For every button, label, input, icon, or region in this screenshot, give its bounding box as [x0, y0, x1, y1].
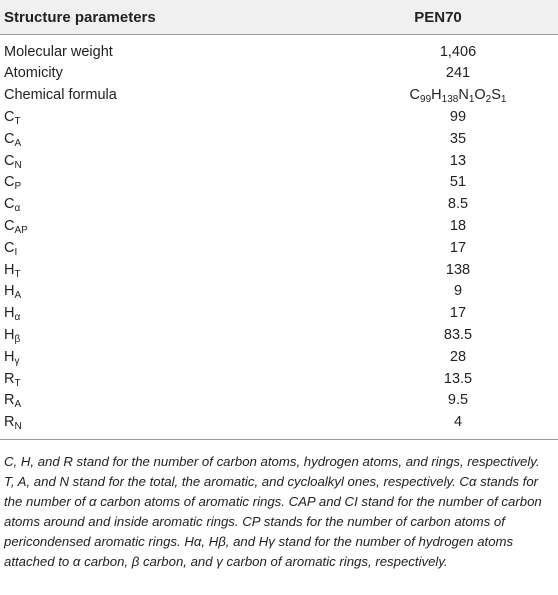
formula-element: O — [474, 87, 486, 104]
parameter-subscript: β — [14, 334, 21, 345]
table-row — [0, 194, 558, 216]
row-parameter — [0, 215, 318, 237]
row-value — [318, 172, 558, 194]
parameter-symbol: Chemical formula — [4, 87, 117, 104]
formula-element: H — [431, 87, 442, 104]
table-footnote: C, H, and R stand for the number of carbon atoms, hydrogen atoms, and rings, respectively. T, A, and N stand for the total, the aromatic, and cycloalkyl ones, respectively. Cα stands for the number of α carbon atoms of aromatic rings. CAP and CI stand for the number of carbon atoms around and inside aromatic rings. CP stands for the number of carbon atoms of pericondensed aromatic rings. Hα, Hβ, and Hγ stand for the number of hydrogen atoms attached to α carbon, β carbon, and γ carbon of aromatic rings, respectively. — [4, 454, 542, 570]
table-row — [0, 63, 558, 85]
table-row — [0, 346, 558, 368]
row-parameter — [0, 85, 318, 107]
table-row — [0, 390, 558, 412]
parameter-subscript: T — [14, 268, 21, 280]
table-row — [0, 215, 558, 237]
row-value — [318, 215, 558, 237]
formula-count: 99 — [420, 94, 432, 106]
header-structure-parameters: Structure parameters — [0, 0, 318, 35]
row-parameter — [0, 346, 318, 368]
parameter-symbol: R — [4, 392, 15, 409]
row-parameter — [0, 63, 318, 85]
row-value — [318, 194, 558, 216]
row-parameter — [0, 128, 318, 150]
parameter-subscript: N — [14, 421, 22, 433]
table-row — [0, 324, 558, 346]
formula-element: S — [491, 87, 501, 104]
row-value — [318, 324, 558, 346]
parameter-subscript: P — [14, 181, 22, 193]
formula-count: 1 — [468, 94, 475, 106]
row-parameter — [0, 281, 318, 303]
row-value — [318, 35, 558, 63]
row-parameter — [0, 303, 318, 325]
formula-count: 2 — [485, 94, 492, 106]
table-row — [0, 237, 558, 259]
parameter-subscript: A — [14, 290, 22, 302]
value-text: 51 — [449, 174, 467, 191]
row-value — [318, 85, 558, 107]
row-value — [318, 63, 558, 85]
value-text: 241 — [445, 65, 471, 82]
table-header-row — [0, 0, 558, 35]
value-text: 4 — [453, 414, 463, 431]
value-text: 13 — [449, 152, 467, 169]
parameter-subscript: I — [14, 246, 18, 258]
parameter-subscript: α — [14, 312, 21, 324]
parameter-subscript: γ — [14, 355, 20, 367]
row-parameter — [0, 150, 318, 172]
value-text: 17 — [449, 239, 467, 256]
value-text: 18 — [449, 218, 467, 235]
value-text: 8.5 — [447, 196, 469, 213]
parameter-subscript: α — [14, 203, 21, 215]
table-row — [0, 150, 558, 172]
parameter-symbol: R — [4, 370, 15, 387]
value-text: 17 — [449, 305, 467, 322]
row-parameter — [0, 412, 318, 440]
row-parameter — [0, 106, 318, 128]
table-row — [0, 106, 558, 128]
parameter-symbol: Molecular weight — [4, 43, 113, 60]
parameter-subscript: A — [14, 399, 22, 411]
row-parameter — [0, 172, 318, 194]
row-value — [318, 106, 558, 128]
parameter-symbol: C — [4, 239, 15, 256]
value-text: 9.5 — [447, 392, 469, 409]
row-value — [318, 281, 558, 303]
parameter-symbol: H — [4, 283, 15, 300]
parameter-symbol: C — [4, 218, 15, 235]
table-row — [0, 303, 558, 325]
value-text: 138 — [445, 261, 471, 278]
value-text: 28 — [449, 348, 467, 365]
value-text: 99 — [449, 109, 467, 126]
parameter-subscript: T — [14, 377, 21, 389]
parameter-subscript: AP — [14, 225, 28, 237]
row-parameter — [0, 194, 318, 216]
row-value — [318, 150, 558, 172]
row-parameter — [0, 35, 318, 63]
parameter-symbol: H — [4, 327, 15, 343]
formula-count: 1 — [500, 94, 507, 106]
parameter-symbol: C — [4, 174, 15, 191]
row-parameter — [0, 390, 318, 412]
table-row — [0, 128, 558, 150]
row-parameter — [0, 368, 318, 390]
formula-element: N — [458, 87, 469, 104]
value-text: 35 — [449, 130, 467, 147]
table-row — [0, 412, 558, 440]
table-body — [0, 35, 558, 440]
parameter-subscript: T — [14, 116, 21, 128]
row-parameter — [0, 324, 318, 346]
value-text: 83.5 — [443, 327, 473, 343]
table-row — [0, 281, 558, 303]
value-text: 9 — [453, 283, 463, 300]
row-value — [318, 237, 558, 259]
value-text: 1,406 — [439, 43, 477, 60]
row-value — [318, 368, 558, 390]
row-parameter — [0, 259, 318, 281]
table-row — [0, 368, 558, 390]
parameter-symbol: C — [4, 196, 15, 213]
row-value — [318, 412, 558, 440]
formula-count: 138 — [441, 94, 459, 106]
parameter-symbol: H — [4, 348, 15, 365]
row-value — [318, 128, 558, 150]
row-value — [318, 259, 558, 281]
table-row — [0, 172, 558, 194]
formula-element: C — [409, 87, 421, 104]
parameter-symbol: C — [4, 130, 15, 147]
parameter-symbol: H — [4, 305, 15, 322]
row-value — [318, 390, 558, 412]
header-pen70: PEN70 — [318, 0, 558, 35]
table-row — [0, 35, 558, 63]
row-value — [318, 303, 558, 325]
parameter-symbol: C — [4, 152, 15, 169]
parameter-subscript: N — [14, 159, 22, 171]
parameter-subscript: A — [14, 137, 22, 149]
parameter-symbol: H — [4, 261, 15, 278]
row-value — [318, 346, 558, 368]
value-text: 13.5 — [443, 370, 473, 387]
table-row — [0, 259, 558, 281]
table-row — [0, 85, 558, 107]
row-parameter — [0, 237, 318, 259]
parameter-symbol: R — [4, 414, 15, 431]
parameter-symbol: C — [4, 109, 15, 126]
parameter-symbol: Atomicity — [4, 65, 63, 82]
